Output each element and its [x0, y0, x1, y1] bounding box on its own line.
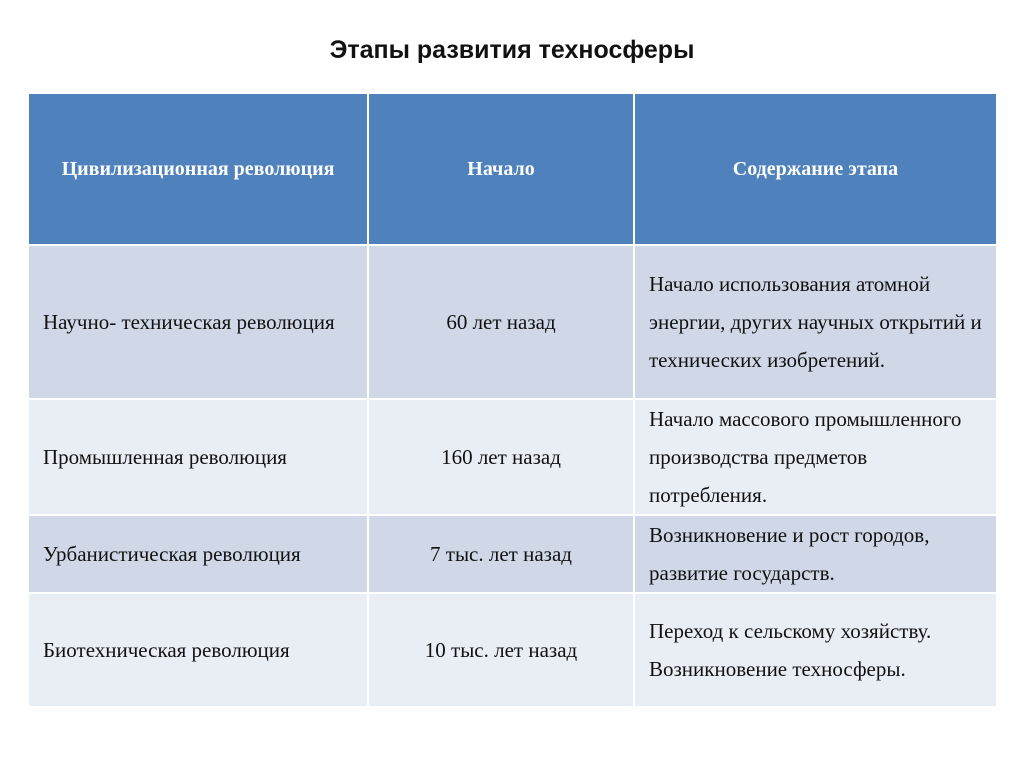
content-cell: Переход к сельскому хозяйству. Возникновение техносферы. — [634, 593, 997, 707]
content-cell: Начало использования атомной энергии, других научных открытий и технических изобретений. — [634, 245, 997, 399]
content-cell: Возникновение и рост городов, развитие государств. — [634, 515, 997, 593]
table-row — [28, 593, 997, 707]
revolution-cell: Урбанистическая революция — [28, 515, 368, 593]
start-cell: 60 лет назад — [368, 245, 634, 399]
revolution-cell: Промышленная революция — [28, 399, 368, 515]
start-cell: 7 тыс. лет назад — [368, 515, 634, 593]
revolution-cell: Научно- техническая революция — [28, 245, 368, 399]
header-start: Начало — [368, 93, 634, 245]
header-revolution: Цивилизационная революция — [28, 93, 368, 245]
table-row — [28, 399, 997, 515]
start-cell: 10 тыс. лет назад — [368, 593, 634, 707]
header-content: Содержание этапа — [634, 93, 997, 245]
slide-title: Этапы развития техносферы — [329, 36, 695, 64]
table-row — [28, 515, 997, 593]
table-row — [28, 245, 997, 399]
revolution-cell: Биотехническая революция — [28, 593, 368, 707]
start-cell: 160 лет назад — [368, 399, 634, 515]
content-cell: Начало массового промышленного производства предметов потребления. — [634, 399, 997, 515]
stages-table — [27, 92, 998, 708]
header-row — [28, 93, 997, 245]
